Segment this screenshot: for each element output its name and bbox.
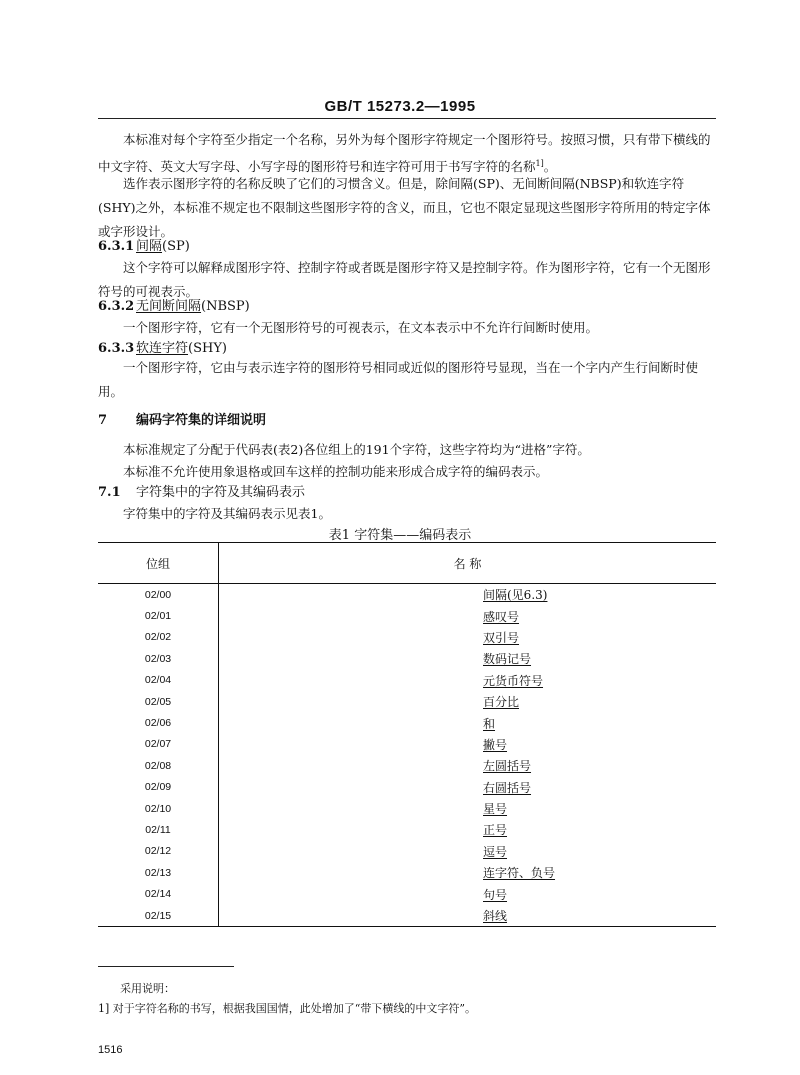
section-7-heading: [98, 410, 266, 432]
table-row: [98, 584, 716, 606]
table-row: [98, 755, 716, 776]
row-code: 02/15: [98, 905, 219, 927]
section-title: 字符集中的字符及其编码表示: [136, 485, 306, 500]
row-name-text: 间隔(见6.3): [483, 588, 548, 603]
section-title: 编码字符集的详细说明: [136, 413, 267, 428]
row-code: 02/08: [98, 755, 219, 776]
row-code: 02/06: [98, 712, 219, 733]
row-name: [219, 648, 717, 669]
row-name: [219, 862, 717, 883]
row-name-text: 元货币符号: [483, 673, 544, 688]
section-number: 7: [98, 413, 108, 428]
row-name: [219, 819, 717, 840]
section-title-term: 间隔: [136, 239, 163, 254]
table-row: [98, 734, 716, 755]
column-header-code: 位组: [98, 543, 219, 584]
row-name-text: 句号: [483, 887, 508, 902]
section-7-paragraph-1: 本标准规定了分配于代码表(表2)各位组上的191个字符，这些字符均为“进格”字符。: [123, 442, 590, 457]
paragraph-1-text: 本标准对每个字符至少指定一个名称，另外为每个图形字符规定一个图形符号。按照习惯，只有带下横线的中文字符、英文大写字母、小写字母的图形符号和连字符可用于书写字符的名称: [98, 132, 711, 175]
table-row: [98, 605, 716, 626]
table-header-row: [98, 543, 716, 584]
table-row: [98, 819, 716, 840]
row-name: [219, 841, 717, 862]
footnote-rule: [98, 966, 234, 967]
row-code: 02/10: [98, 798, 219, 819]
row-code: 02/01: [98, 605, 219, 626]
row-code: 02/14: [98, 883, 219, 904]
row-code: 02/11: [98, 819, 219, 840]
section-title-term: 软连字符: [136, 341, 189, 356]
row-name-text: 数码记号: [483, 652, 532, 667]
table-row: [98, 841, 716, 862]
row-name-text: 撇号: [483, 737, 508, 752]
row-code: 02/02: [98, 627, 219, 648]
row-code: 02/04: [98, 670, 219, 691]
row-name: [219, 605, 717, 626]
footnote-text: 1] 对于字符名称的书写，根据我国国情，此处增加了“带下横线的中文字符”。: [98, 1002, 477, 1015]
table-row: [98, 883, 716, 904]
row-code: 02/00: [98, 584, 219, 606]
row-name: [219, 883, 717, 904]
row-name-text: 逗号: [483, 844, 508, 859]
section-7-1-heading: [98, 482, 305, 504]
table-row: [98, 777, 716, 798]
section-6-3-2-body: 一个图形字符，它有一个无图形符号的可视表示，在文本表示中不允许行间断时使用。: [123, 320, 599, 335]
row-name-text: 正号: [483, 823, 508, 838]
row-name: [219, 905, 717, 927]
row-code: 02/07: [98, 734, 219, 755]
row-name-text: 右圆括号: [483, 780, 532, 795]
column-header-name: 名 称: [219, 543, 717, 584]
row-code: 02/13: [98, 862, 219, 883]
table-row: [98, 670, 716, 691]
page-header: GB/T 15273.2—1995: [324, 98, 476, 115]
table-row: [98, 905, 716, 927]
row-code: 02/09: [98, 777, 219, 798]
table-body: [98, 584, 716, 927]
section-7-1-body: 字符集中的字符及其编码表示见表1。: [123, 506, 331, 521]
row-code: 02/05: [98, 691, 219, 712]
row-name: [219, 584, 717, 606]
paragraph-1-end: 。: [543, 159, 557, 175]
row-name-text: 连字符、负号: [483, 866, 556, 881]
table-row: [98, 712, 716, 733]
footnote-label: 采用说明：: [120, 982, 175, 995]
row-name: [219, 691, 717, 712]
row-name-text: 斜线: [483, 909, 508, 924]
section-title-abbr: (SP): [162, 239, 190, 254]
row-name-text: 感叹号: [483, 609, 520, 624]
section-7-paragraph-2: 本标准不允许使用象退格或回车这样的控制功能来形成合成字符的编码表示。: [123, 464, 549, 479]
header-rule: [98, 118, 716, 119]
row-name-text: 百分比: [483, 695, 520, 710]
row-name-text: 左圆括号: [483, 759, 532, 774]
row-name-text: 双引号: [483, 630, 520, 645]
section-number: 6.3.1: [98, 239, 135, 254]
section-title-term: 无间断间隔: [136, 299, 202, 314]
paragraph-2: 选作表示图形字符的名称反映了它们的习惯含义。但是，除间隔(SP)、无间断间隔(NBSP)和软连字符(SHY)之外，本标准不规定也不限制这些图形字符的含义，而且，它也不限定显现这些图形字符所用的特定字体或字形设计。: [98, 176, 711, 239]
section-title-abbr: (NBSP): [201, 299, 250, 314]
table-row: [98, 862, 716, 883]
section-number: 6.3.3: [98, 341, 135, 356]
row-name: [219, 712, 717, 733]
table-row: [98, 798, 716, 819]
table-row: [98, 648, 716, 669]
character-table: [98, 542, 716, 927]
section-number: 6.3.2: [98, 299, 135, 314]
row-name: [219, 734, 717, 755]
row-code: 02/12: [98, 841, 219, 862]
row-code: 02/03: [98, 648, 219, 669]
table-row: [98, 691, 716, 712]
section-6-3-2-heading: [98, 296, 250, 318]
row-name: [219, 798, 717, 819]
row-name: [219, 755, 717, 776]
section-6-3-3-body: 一个图形字符，它由与表示连字符的图形符号相同或近似的图形符号显现，当在一个字内产生行间断时使用。: [98, 360, 699, 399]
row-name: [219, 670, 717, 691]
page-number: 1516: [98, 1044, 123, 1056]
table-caption: 表1 字符集——编码表示: [328, 528, 472, 543]
row-name-text: 和: [483, 716, 496, 731]
row-name: [219, 627, 717, 648]
footnote-ref: 1]: [535, 159, 544, 168]
section-6-3-1-body: 这个字符可以解释成图形字符、控制字符或者既是图形字符又是控制字符。作为图形字符，它有一个无图形符号的可视表示。: [98, 260, 711, 299]
section-6-3-1-heading: [98, 236, 190, 258]
section-number: 7.1: [98, 485, 121, 500]
section-title-abbr: (SHY): [188, 341, 227, 356]
row-name-text: 星号: [483, 802, 508, 817]
row-name: [219, 777, 717, 798]
table-row: [98, 627, 716, 648]
